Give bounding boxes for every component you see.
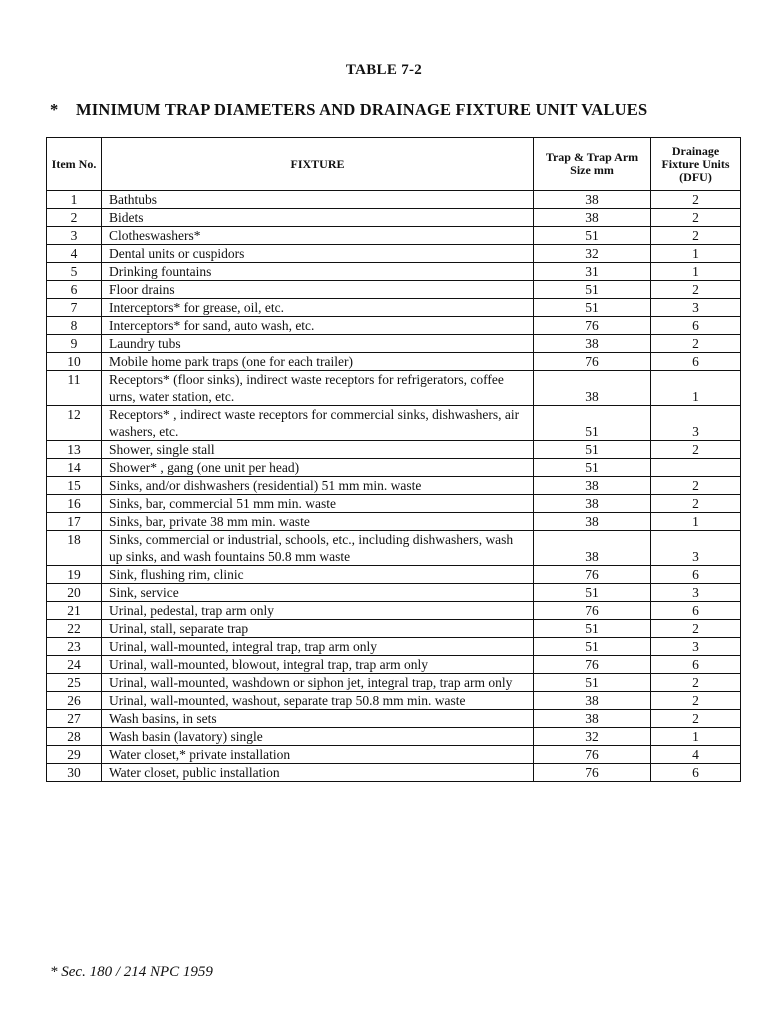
- trap-size-cell: 51: [534, 441, 651, 459]
- fixture-cell: Receptors* (floor sinks), indirect waste receptors for refrigerators, coffee urns, water station, etc.: [102, 371, 534, 406]
- fixture-cell: Urinal, wall-mounted, blowout, integral trap, trap arm only: [102, 656, 534, 674]
- fixture-cell: Sinks, bar, commercial 51 mm min. waste: [102, 495, 534, 513]
- dfu-cell: 2: [651, 495, 741, 513]
- table-row: [47, 495, 741, 513]
- item-number-cell: 7: [47, 299, 102, 317]
- table-row: [47, 353, 741, 371]
- item-number-cell: 14: [47, 459, 102, 477]
- trap-size-cell: 38: [534, 495, 651, 513]
- item-number-cell: 6: [47, 281, 102, 299]
- fixture-cell: Sinks, and/or dishwashers (residential) 51 mm min. waste: [102, 477, 534, 495]
- table-row: [47, 602, 741, 620]
- fixture-cell: Urinal, pedestal, trap arm only: [102, 602, 534, 620]
- fixture-cell: Water closet,* private installation: [102, 746, 534, 764]
- trap-size-cell: 32: [534, 245, 651, 263]
- table-label: TABLE 7-2: [345, 62, 423, 78]
- trap-size-cell: 38: [534, 371, 651, 406]
- table-row: [47, 281, 741, 299]
- item-number-cell: 3: [47, 227, 102, 245]
- fixture-cell: Shower, single stall: [102, 441, 534, 459]
- table-row: [47, 227, 741, 245]
- item-number-cell: 26: [47, 692, 102, 710]
- item-number-cell: 1: [47, 191, 102, 209]
- dfu-cell: 2: [651, 692, 741, 710]
- fixture-cell: Sinks, commercial or industrial, schools, etc., including dishwashers, wash up sinks, and wash fountains 50.8 mm waste: [102, 531, 534, 566]
- dfu-cell: 3: [651, 531, 741, 566]
- trap-size-cell: 51: [534, 620, 651, 638]
- trap-size-cell: 38: [534, 531, 651, 566]
- dfu-cell: 2: [651, 441, 741, 459]
- dfu-cell: 2: [651, 191, 741, 209]
- table-row: [47, 728, 741, 746]
- dfu-cell: 3: [651, 584, 741, 602]
- fixture-cell: Drinking fountains: [102, 263, 534, 281]
- table-body: [47, 191, 741, 782]
- item-number-cell: 21: [47, 602, 102, 620]
- dfu-cell: 3: [651, 638, 741, 656]
- item-number-cell: 8: [47, 317, 102, 335]
- dfu-cell: 2: [651, 674, 741, 692]
- fixture-cell: Urinal, wall-mounted, integral trap, trap arm only: [102, 638, 534, 656]
- dfu-cell: 6: [651, 764, 741, 782]
- dfu-cell: 2: [651, 710, 741, 728]
- item-number-cell: 19: [47, 566, 102, 584]
- trap-size-cell: 31: [534, 263, 651, 281]
- table-row: [47, 245, 741, 263]
- dfu-cell: 2: [651, 335, 741, 353]
- dfu-cell: 1: [651, 513, 741, 531]
- table-row: [47, 638, 741, 656]
- trap-size-cell: 38: [534, 477, 651, 495]
- item-number-cell: 16: [47, 495, 102, 513]
- fixture-cell: Sinks, bar, private 38 mm min. waste: [102, 513, 534, 531]
- fixture-cell: Sink, service: [102, 584, 534, 602]
- fixture-cell: Bidets: [102, 209, 534, 227]
- item-number-cell: 4: [47, 245, 102, 263]
- table-row: [47, 263, 741, 281]
- trap-size-cell: 38: [534, 209, 651, 227]
- dfu-cell: [651, 459, 741, 477]
- trap-size-cell: 76: [534, 566, 651, 584]
- fixture-cell: Bathtubs: [102, 191, 534, 209]
- fixture-cell: Interceptors* for sand, auto wash, etc.: [102, 317, 534, 335]
- dfu-cell: 1: [651, 263, 741, 281]
- fixture-cell: Sink, flushing rim, clinic: [102, 566, 534, 584]
- dfu-cell: 6: [651, 656, 741, 674]
- dfu-cell: 2: [651, 477, 741, 495]
- dfu-cell: 2: [651, 209, 741, 227]
- header-dfu: Drainage Fixture Units (DFU): [651, 138, 741, 191]
- trap-size-cell: 76: [534, 602, 651, 620]
- table-row: [47, 406, 741, 441]
- fixture-cell: Urinal, wall-mounted, washout, separate trap 50.8 mm min. waste: [102, 692, 534, 710]
- trap-size-cell: 51: [534, 299, 651, 317]
- dfu-cell: 6: [651, 353, 741, 371]
- item-number-cell: 2: [47, 209, 102, 227]
- trap-size-cell: 38: [534, 191, 651, 209]
- dfu-cell: 2: [651, 620, 741, 638]
- table-title: [50, 100, 740, 120]
- item-number-cell: 23: [47, 638, 102, 656]
- table-row: [47, 513, 741, 531]
- table-row: [47, 674, 741, 692]
- header-item-no: Item No.: [47, 138, 102, 191]
- table-row: [47, 710, 741, 728]
- table-row: [47, 335, 741, 353]
- table-row: [47, 209, 741, 227]
- item-number-cell: 25: [47, 674, 102, 692]
- fixture-cell: Laundry tubs: [102, 335, 534, 353]
- table-row: [47, 764, 741, 782]
- trap-size-cell: 38: [534, 335, 651, 353]
- item-number-cell: 29: [47, 746, 102, 764]
- table-row: [47, 191, 741, 209]
- dfu-cell: 1: [651, 371, 741, 406]
- fixture-cell: Urinal, wall-mounted, washdown or siphon jet, integral trap, trap arm only: [102, 674, 534, 692]
- fixture-cell: Dental units or cuspidors: [102, 245, 534, 263]
- dfu-cell: 4: [651, 746, 741, 764]
- dfu-cell: 1: [651, 728, 741, 746]
- table-row: [47, 531, 741, 566]
- item-number-cell: 18: [47, 531, 102, 566]
- title-footnote-marker: *: [50, 100, 59, 119]
- dfu-cell: 6: [651, 602, 741, 620]
- item-number-cell: 9: [47, 335, 102, 353]
- fixture-cell: Receptors* , indirect waste receptors for commercial sinks, dishwashers, air washers, etc.: [102, 406, 534, 441]
- trap-size-cell: 76: [534, 764, 651, 782]
- trap-size-cell: 32: [534, 728, 651, 746]
- trap-size-cell: 38: [534, 513, 651, 531]
- table-row: [47, 441, 741, 459]
- table-row: [47, 477, 741, 495]
- header-fixture: FIXTURE: [102, 138, 534, 191]
- fixture-cell: Interceptors* for grease, oil, etc.: [102, 299, 534, 317]
- trap-size-cell: 38: [534, 710, 651, 728]
- table-row: [47, 692, 741, 710]
- dfu-cell: 1: [651, 245, 741, 263]
- item-number-cell: 15: [47, 477, 102, 495]
- item-number-cell: 13: [47, 441, 102, 459]
- title-text: MINIMUM TRAP DIAMETERS AND DRAINAGE FIXTURE UNIT VALUES: [76, 100, 648, 119]
- trap-size-cell: 51: [534, 674, 651, 692]
- item-number-cell: 10: [47, 353, 102, 371]
- trap-size-cell: 51: [534, 227, 651, 245]
- table-row: [47, 459, 741, 477]
- item-number-cell: 30: [47, 764, 102, 782]
- trap-size-cell: 51: [534, 281, 651, 299]
- dfu-cell: 6: [651, 566, 741, 584]
- item-number-cell: 28: [47, 728, 102, 746]
- trap-size-cell: 51: [534, 584, 651, 602]
- trap-size-cell: 76: [534, 656, 651, 674]
- header-trap-size: Trap & Trap Arm Size mm: [534, 138, 651, 191]
- fixture-table: [46, 137, 741, 782]
- trap-size-cell: 51: [534, 638, 651, 656]
- fixture-cell: Shower* , gang (one unit per head): [102, 459, 534, 477]
- item-number-cell: 5: [47, 263, 102, 281]
- trap-size-cell: 51: [534, 406, 651, 441]
- trap-size-cell: 76: [534, 746, 651, 764]
- trap-size-cell: 76: [534, 353, 651, 371]
- dfu-cell: 2: [651, 281, 741, 299]
- table-row: [47, 620, 741, 638]
- table-row: [47, 317, 741, 335]
- table-row: [47, 371, 741, 406]
- table-row: [47, 584, 741, 602]
- item-number-cell: 24: [47, 656, 102, 674]
- dfu-cell: 6: [651, 317, 741, 335]
- fixture-cell: Wash basin (lavatory) single: [102, 728, 534, 746]
- item-number-cell: 17: [47, 513, 102, 531]
- fixture-cell: Water closet, public installation: [102, 764, 534, 782]
- footnote: * Sec. 180 / 214 NPC 1959: [50, 964, 213, 980]
- item-number-cell: 11: [47, 371, 102, 406]
- item-number-cell: 20: [47, 584, 102, 602]
- trap-size-cell: 51: [534, 459, 651, 477]
- item-number-cell: 12: [47, 406, 102, 441]
- dfu-cell: 2: [651, 227, 741, 245]
- fixture-cell: Urinal, stall, separate trap: [102, 620, 534, 638]
- table-row: [47, 746, 741, 764]
- trap-size-cell: 76: [534, 317, 651, 335]
- fixture-cell: Floor drains: [102, 281, 534, 299]
- dfu-cell: 3: [651, 406, 741, 441]
- fixture-cell: Mobile home park traps (one for each trailer): [102, 353, 534, 371]
- fixture-cell: Wash basins, in sets: [102, 710, 534, 728]
- dfu-cell: 3: [651, 299, 741, 317]
- item-number-cell: 27: [47, 710, 102, 728]
- table-row: [47, 299, 741, 317]
- table-row: [47, 656, 741, 674]
- item-number-cell: 22: [47, 620, 102, 638]
- table-header-row: [47, 138, 741, 191]
- table-row: [47, 566, 741, 584]
- fixture-cell: Clotheswashers*: [102, 227, 534, 245]
- trap-size-cell: 38: [534, 692, 651, 710]
